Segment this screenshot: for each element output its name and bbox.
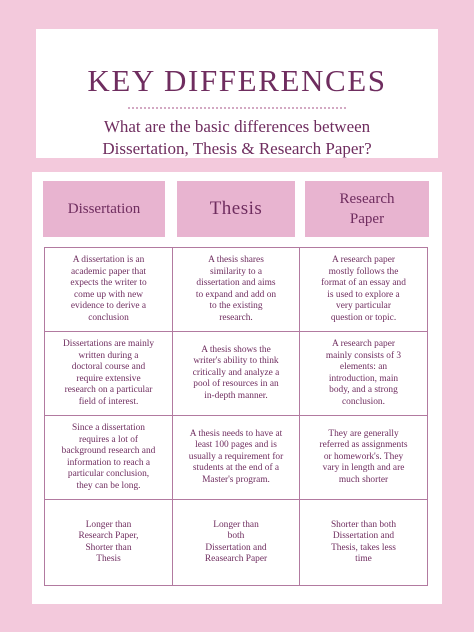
table-cell [45, 332, 173, 416]
cell-text: A research paper mainly consists of 3 elements: an introduction, main body, and a strong conclusion. [325, 339, 402, 407]
cell-text: A thesis shows the writer's ability to think critically and analyze a pool of resources in an in-depth manner. [192, 344, 280, 401]
cell-text: Shorter than both Dissertation and Thesis, takes less time [330, 519, 397, 564]
table-cell [173, 500, 300, 585]
column-header-thesis [177, 181, 295, 237]
header-card [36, 29, 438, 158]
page-title: KEY DIFFERENCES [87, 63, 387, 98]
table-cell [45, 248, 173, 332]
column-header-research-paper [305, 181, 429, 237]
cell-text: A dissertation is an academic paper that expects the writer to come up with new evidence to derive a conclusion [70, 255, 147, 323]
table-cell [300, 500, 427, 585]
comparison-grid [44, 247, 428, 586]
cell-text: Since a dissertation requires a lot of background research and information to reach a particular conclusion, they can be long. [61, 423, 156, 491]
cell-text: Longer than both Dissertation and Reasearch Paper [204, 519, 268, 564]
cell-text: Dissertations are mainly written during a doctoral course and require extensive research on a particular field of interest. [62, 339, 155, 407]
cell-text: They are generally referred as assignments or homework's. They vary in length and are much shorter [319, 428, 408, 485]
table-cell [300, 332, 427, 416]
table-cell [45, 416, 173, 500]
subtitle-text: What are the basic differences between Dissertation, Thesis & Research Paper? [102, 117, 372, 158]
column-header-label: Research Paper [339, 191, 395, 227]
subtitle [36, 116, 438, 160]
comparison-table-card [32, 172, 442, 604]
table-cell [173, 332, 300, 416]
cell-text: Longer than Research Paper, Shorter than Thesis [78, 519, 139, 564]
table-cell [173, 416, 300, 500]
table-cell [300, 416, 427, 500]
table-cell [173, 248, 300, 332]
cell-text: A research paper mostly follows the format of an essay and is used to explore a very particular question or topic. [321, 255, 406, 323]
table-cell [300, 248, 427, 332]
table-cell [45, 500, 173, 585]
cell-text: A thesis needs to have at least 100 pages and is usually a requirement for students at the end of a Master's program. [188, 428, 284, 485]
column-header-label: Thesis [209, 198, 263, 219]
column-header-dissertation [43, 181, 165, 237]
column-header-label: Dissertation [67, 200, 141, 217]
dotted-divider [128, 107, 346, 109]
cell-text: A thesis shares similarity to a dissertation and aims to expand and add on to the existing research. [195, 255, 277, 323]
